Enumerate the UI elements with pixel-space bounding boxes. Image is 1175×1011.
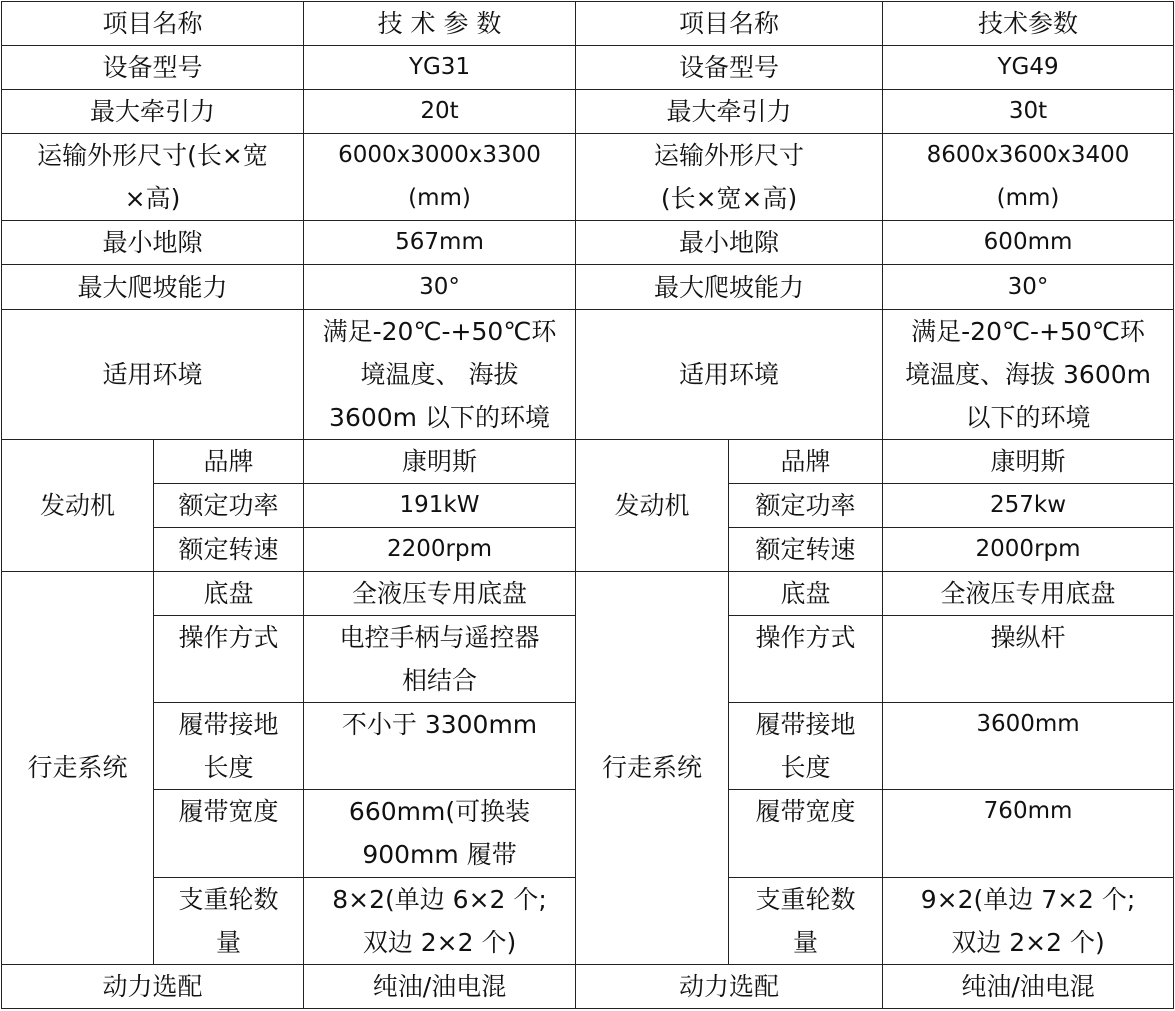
header-row — [2, 2, 1174, 46]
engine-group-label-right: 发动机 — [576, 439, 729, 571]
power-option-label-left: 动力选配 — [2, 964, 304, 1008]
model-label-right: 设备型号 — [576, 46, 883, 90]
engine-brand-value-right: 康明斯 — [883, 439, 1174, 483]
header-item-name-right: 项目名称 — [576, 2, 883, 46]
engine-speed-value-left: 2200rpm — [304, 527, 576, 571]
clearance-label-right: 最小地隙 — [576, 221, 883, 265]
track-width-label-right: 履带宽度 — [729, 790, 883, 877]
operation-value-right: 操纵杆 — [883, 616, 1174, 703]
environment-value-right: 满足-20℃-+50℃环 境温度、海拔 3600m 以下的环境 — [883, 309, 1174, 439]
power-option-value-left: 纯油/油电混 — [304, 964, 576, 1008]
table-row — [2, 90, 1174, 134]
operation-label-right: 操作方式 — [729, 616, 883, 703]
climb-value-right: 30° — [883, 265, 1174, 309]
traction-label-right: 最大牵引力 — [576, 90, 883, 134]
engine-power-value-left: 191kW — [304, 483, 576, 527]
table-row — [2, 964, 1174, 1008]
model-label-left: 设备型号 — [2, 46, 304, 90]
track-length-value-right: 3600mm — [883, 703, 1174, 790]
operation-label-left: 操作方式 — [154, 616, 304, 703]
track-width-value-left: 660mm(可换装 900mm 履带 — [304, 790, 576, 877]
environment-label-left: 适用环境 — [2, 309, 304, 439]
dimension-value-right: 8600x3600x3400 (mm) — [883, 134, 1174, 221]
header-params-right: 技术参数 — [883, 2, 1174, 46]
chassis-label-left: 底盘 — [154, 572, 304, 616]
engine-speed-label-left: 额定转速 — [154, 527, 304, 571]
track-width-value-right: 760mm — [883, 790, 1174, 877]
table-row — [2, 46, 1174, 90]
table-row — [2, 134, 1174, 221]
clearance-label-left: 最小地隙 — [2, 221, 304, 265]
engine-speed-label-right: 额定转速 — [729, 527, 883, 571]
model-value-left: YG31 — [304, 46, 576, 90]
rollers-value-left: 8×2(单边 6×2 个; 双边 2×2 个) — [304, 877, 576, 964]
header-item-name-left: 项目名称 — [2, 2, 304, 46]
table-row — [2, 265, 1174, 309]
rollers-value-right: 9×2(单边 7×2 个; 双边 2×2 个) — [883, 877, 1174, 964]
chassis-value-left: 全液压专用底盘 — [304, 572, 576, 616]
clearance-value-left: 567mm — [304, 221, 576, 265]
travel-group-label-right: 行走系统 — [576, 572, 729, 965]
table-row — [2, 221, 1174, 265]
operation-value-left: 电控手柄与遥控器 相结合 — [304, 616, 576, 703]
rollers-label-right: 支重轮数 量 — [729, 877, 883, 964]
traction-value-right: 30t — [883, 90, 1174, 134]
dimension-label-right: 运输外形尺寸 (长×宽×高) — [576, 134, 883, 221]
engine-group-label-left: 发动机 — [2, 439, 154, 571]
power-option-label-right: 动力选配 — [576, 964, 883, 1008]
header-params-left: 技 术 参 数 — [304, 2, 576, 46]
engine-brand-label-right: 品牌 — [729, 439, 883, 483]
travel-group-label-left: 行走系统 — [2, 572, 154, 965]
power-option-value-right: 纯油/油电混 — [883, 964, 1174, 1008]
climb-value-left: 30° — [304, 265, 576, 309]
engine-power-label-right: 额定功率 — [729, 483, 883, 527]
spec-table — [1, 1, 1174, 1009]
traction-value-left: 20t — [304, 90, 576, 134]
table-row — [2, 439, 1174, 483]
clearance-value-right: 600mm — [883, 221, 1174, 265]
model-value-right: YG49 — [883, 46, 1174, 90]
engine-brand-label-left: 品牌 — [154, 439, 304, 483]
engine-speed-value-right: 2000rpm — [883, 527, 1174, 571]
track-length-label-right: 履带接地 长度 — [729, 703, 883, 790]
table-row — [2, 309, 1174, 439]
dimension-value-left: 6000x3000x3300 (mm) — [304, 134, 576, 221]
table-row — [2, 572, 1174, 616]
climb-label-right: 最大爬坡能力 — [576, 265, 883, 309]
track-length-label-left: 履带接地 长度 — [154, 703, 304, 790]
chassis-label-right: 底盘 — [729, 572, 883, 616]
track-width-label-left: 履带宽度 — [154, 790, 304, 877]
traction-label-left: 最大牵引力 — [2, 90, 304, 134]
rollers-label-left: 支重轮数 量 — [154, 877, 304, 964]
environment-value-left: 满足-20℃-+50℃环 境温度、 海拔 3600m 以下的环境 — [304, 309, 576, 439]
dimension-label-left: 运输外形尺寸(长×宽 ×高) — [2, 134, 304, 221]
environment-label-right: 适用环境 — [576, 309, 883, 439]
track-length-value-left: 不小于 3300mm — [304, 703, 576, 790]
engine-power-label-left: 额定功率 — [154, 483, 304, 527]
engine-power-value-right: 257kw — [883, 483, 1174, 527]
chassis-value-right: 全液压专用底盘 — [883, 572, 1174, 616]
engine-brand-value-left: 康明斯 — [304, 439, 576, 483]
climb-label-left: 最大爬坡能力 — [2, 265, 304, 309]
